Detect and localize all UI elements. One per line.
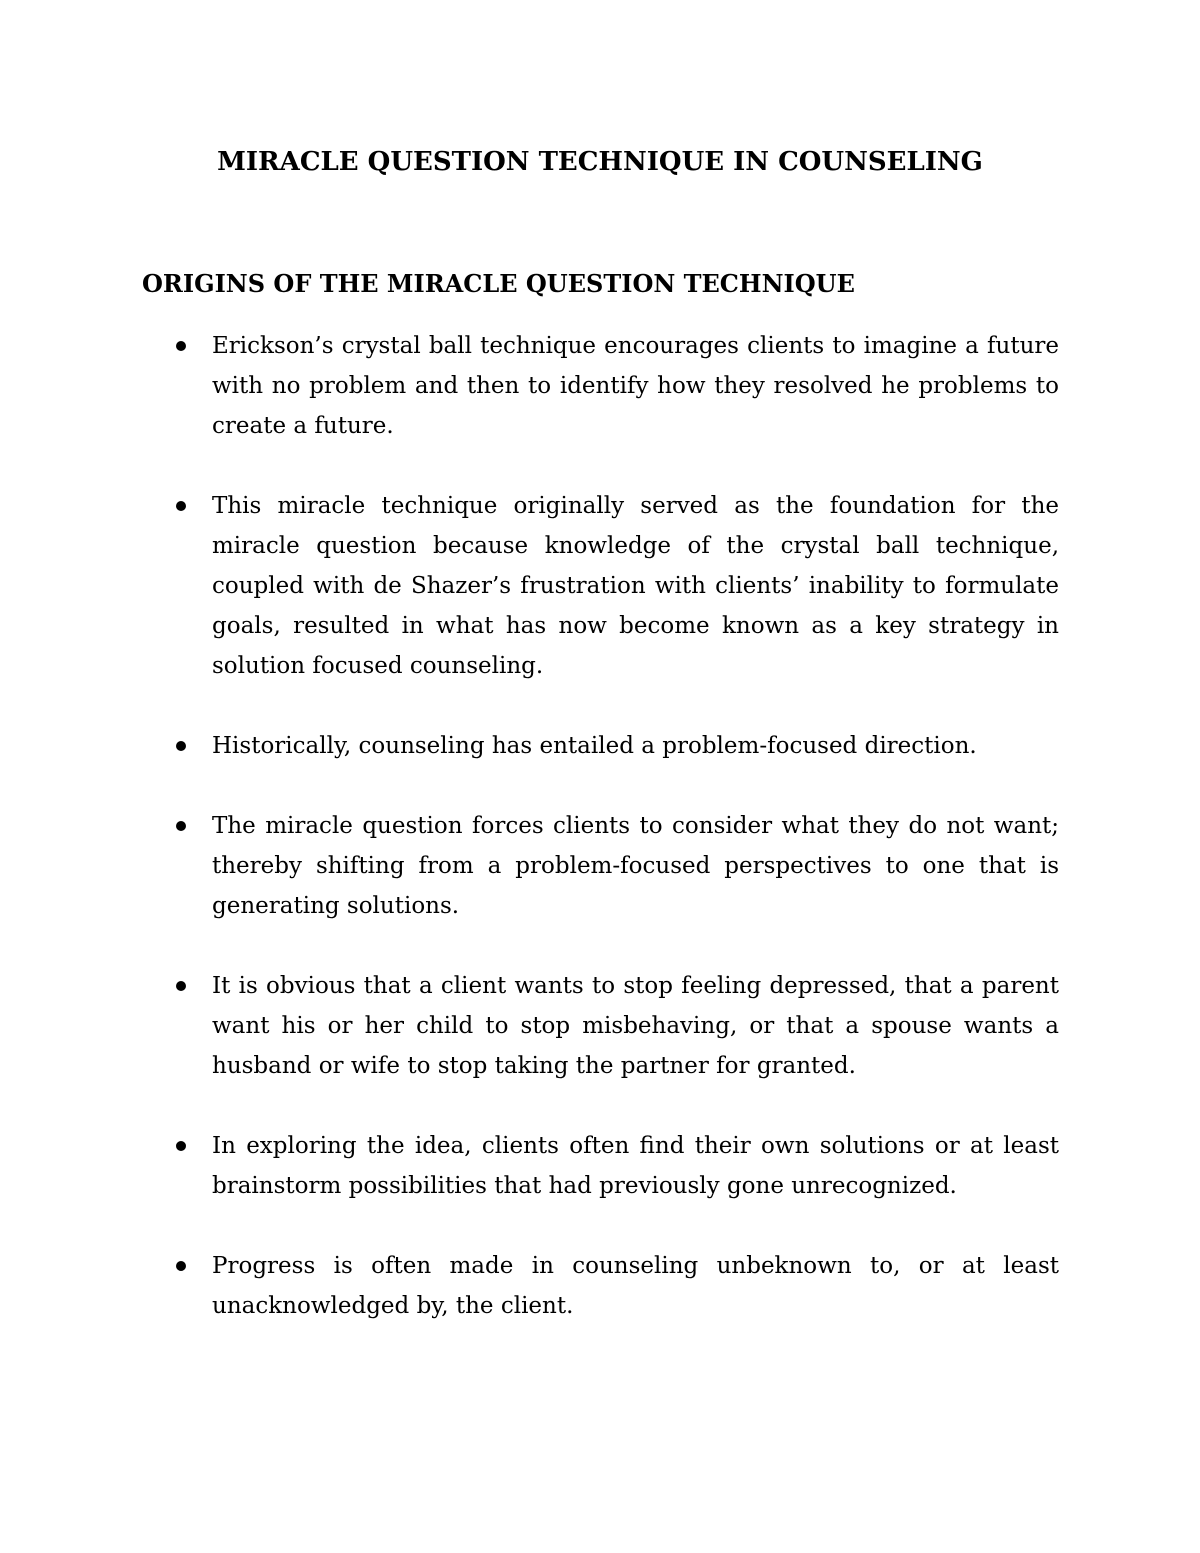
- bullet-icon: [176, 501, 186, 511]
- bullet-icon: [176, 821, 186, 831]
- bullet-icon: [176, 1141, 186, 1151]
- list-item: [0, 726, 1059, 766]
- section-heading: ORIGINS OF THE MIRACLE QUESTION TECHNIQUE: [142, 269, 855, 298]
- list-item: [0, 326, 1059, 446]
- list-item: [0, 486, 1059, 686]
- list-item: [0, 1246, 1059, 1326]
- list-item: [0, 966, 1059, 1086]
- list-item: [0, 806, 1059, 926]
- list-item-text: Progress is often made in counseling unbeknown to, or at least unacknowledged by, the client.: [212, 1253, 1059, 1319]
- list-item-text: Historically, counseling has entailed a problem-focused direction.: [212, 733, 977, 759]
- bullet-icon: [176, 341, 186, 351]
- list-item: [0, 1126, 1059, 1206]
- bullet-list: [0, 326, 1200, 1366]
- list-item-text: This miracle technique originally served as the foundation for the miracle question because knowledge of the crystal ball technique, coupled with de Shazer’s frustration with clients’ inability to formulate goals, resulted in what has now become known as a key strategy in solution focused counseling.: [212, 493, 1059, 679]
- bullet-icon: [176, 981, 186, 991]
- bullet-icon: [176, 1261, 186, 1271]
- list-item-text: The miracle question forces clients to consider what they do not want; thereby shifting from a problem-focused perspectives to one that is generating solutions.: [212, 813, 1059, 919]
- list-item-text: It is obvious that a client wants to stop feeling depressed, that a parent want his or her child to stop misbehaving, or that a spouse wants a husband or wife to stop taking the partner for granted.: [212, 973, 1059, 1079]
- list-item-text: Erickson’s crystal ball technique encourages clients to imagine a future with no problem and then to identify how they resolved he problems to create a future.: [212, 333, 1059, 439]
- list-item-text: In exploring the idea, clients often find their own solutions or at least brainstorm possibilities that had previously gone unrecognized.: [212, 1133, 1059, 1199]
- bullet-icon: [176, 741, 186, 751]
- document-title: MIRACLE QUESTION TECHNIQUE IN COUNSELING: [217, 147, 983, 177]
